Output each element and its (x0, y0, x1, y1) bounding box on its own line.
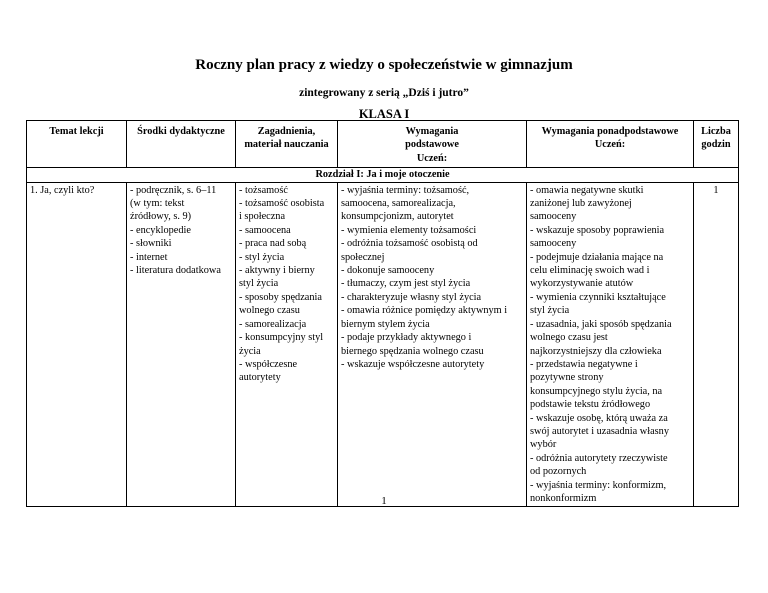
cell-line: - charakteryzuje własny styl życia (341, 291, 482, 303)
cell-line: autorytety (239, 372, 281, 384)
cell-line: źródłowy, s. 9) (130, 211, 192, 223)
header-topic: Temat lekcji (27, 121, 127, 168)
cell-line: - praca nad sobą (239, 238, 307, 250)
cell-line: - uzasadnia, jaki sposób spędzania (530, 318, 672, 330)
header-means: Środki dydaktyczne (127, 121, 236, 168)
cell-line: - aktywny i bierny (239, 265, 315, 277)
means-cell (127, 182, 236, 507)
advanced-requirements-cell (527, 182, 694, 507)
cell-line: styl życia (530, 305, 570, 317)
cell-line: konsumpcjonizm, autorytet (341, 211, 454, 223)
cell-line: - wskazuje sposoby poprawienia (530, 224, 665, 236)
cell-line: - konsumpcyjny styl (239, 332, 324, 344)
cell-line: - styl życia (239, 251, 285, 263)
cell-line: - przedstawia negatywne i (530, 358, 638, 370)
table-header-row (27, 121, 739, 168)
topic-cell: 1. Ja, czyli kto? (27, 182, 127, 507)
header-hours: Liczba godzin (694, 121, 739, 168)
cell-line: - samorealizacja (239, 318, 307, 330)
cell-line: biernego spędzania wolnego czasu (341, 345, 484, 357)
cell-line: społecznej (341, 251, 385, 263)
cell-line: - odróżnia tożsamość osobistą od (341, 238, 478, 250)
cell-line: - literatura dodatkowa (130, 265, 221, 277)
cell-line: - tłumaczy, czym jest styl życia (341, 278, 471, 290)
cell-line: - podręcznik, s. 6–11 (130, 184, 217, 196)
cell-line: najkorzystniejszy dla człowieka (530, 345, 662, 357)
cell-line: - wskazuje osobę, którą uważa za (530, 412, 668, 424)
cell-line: - encyklopedie (130, 224, 191, 236)
cell-line: samooceny (530, 211, 577, 223)
class-label: KLASA I (358, 107, 410, 121)
cell-line: swój autorytet i uzasadnia własny (530, 425, 669, 437)
cell-line: pozytywne strony (530, 372, 604, 384)
header-advanced-requirements: Wymagania ponadpodstawowe Uczeń: (527, 121, 694, 168)
cell-line: wykorzystywanie atutów (530, 278, 634, 290)
page-number: 1 (381, 495, 387, 507)
cell-line: - dokonuje samooceny (341, 265, 435, 277)
cell-line: - internet (130, 251, 168, 263)
cell-line: nonkonformizm (530, 492, 597, 504)
cell-line: - słowniki (130, 238, 172, 250)
basic-requirements-cell (338, 182, 527, 507)
header-issues: Zagadnienia, materiał nauczania (236, 121, 338, 168)
cell-line: podstawie tekstu źródłowego (530, 399, 651, 411)
cell-line: - odróżnia autorytety rzeczywiste (530, 452, 668, 464)
cell-line: - tożsamość (239, 184, 288, 196)
chapter-row (27, 168, 739, 182)
cell-line: zaniżonej lub zawyżonej (530, 198, 632, 210)
cell-line: konsumpcyjnego stylu życia, na (530, 385, 663, 397)
cell-line: życia (239, 345, 261, 357)
cell-line: - wyjaśnia terminy: tożsamość, (341, 184, 470, 196)
cell-line: samoocena, samorealizacja, (341, 198, 456, 210)
cell-line: i społeczna (239, 211, 286, 223)
header-basic-requirements: Wymagania podstawowe Uczeń: (338, 121, 527, 168)
cell-line: - sposoby spędzania (239, 291, 322, 303)
document-subtitle: zintegrowany z serią „Dziś i jutro” (299, 87, 469, 99)
cell-line: samooceny (530, 238, 577, 250)
cell-line: wybór (530, 439, 557, 451)
chapter-title: Rozdział I: Ja i moje otoczenie (27, 168, 739, 182)
cell-line: - współczesne (239, 358, 298, 370)
cell-line: - wyjaśnia terminy: konformizm, (530, 479, 667, 491)
cell-line: - samoocena (239, 224, 291, 236)
cell-line: wolnego czasu jest (530, 332, 608, 344)
cell-line: styl życia (239, 278, 279, 290)
cell-line: - wymienia elementy tożsamości (341, 224, 477, 236)
cell-line: (w tym: tekst (130, 198, 185, 210)
document-title: Roczny plan pracy z wiedzy o społeczeństwie w gimnazjum (195, 57, 573, 73)
cell-line: - tożsamość osobista (239, 198, 325, 210)
cell-line: celu eliminację swoich wad i (530, 265, 650, 277)
cell-line: wolnego czasu (239, 305, 300, 317)
cell-line: - omawia negatywne skutki (530, 184, 644, 196)
hours-cell: 1 (694, 182, 739, 507)
curriculum-table (26, 120, 739, 507)
issues-cell (236, 182, 338, 507)
cell-line: - podejmuje działania mające na (530, 251, 664, 263)
cell-line: - wskazuje współczesne autorytety (341, 358, 485, 370)
cell-line: - podaje przykłady aktywnego i (341, 332, 472, 344)
cell-line: od pozornych (530, 466, 587, 478)
table-row (27, 182, 739, 507)
cell-line: - omawia różnice pomiędzy aktywnym i (341, 305, 508, 317)
cell-line: - wymienia czynniki kształtujące (530, 291, 666, 303)
cell-line: biernym stylem życia (341, 318, 430, 330)
